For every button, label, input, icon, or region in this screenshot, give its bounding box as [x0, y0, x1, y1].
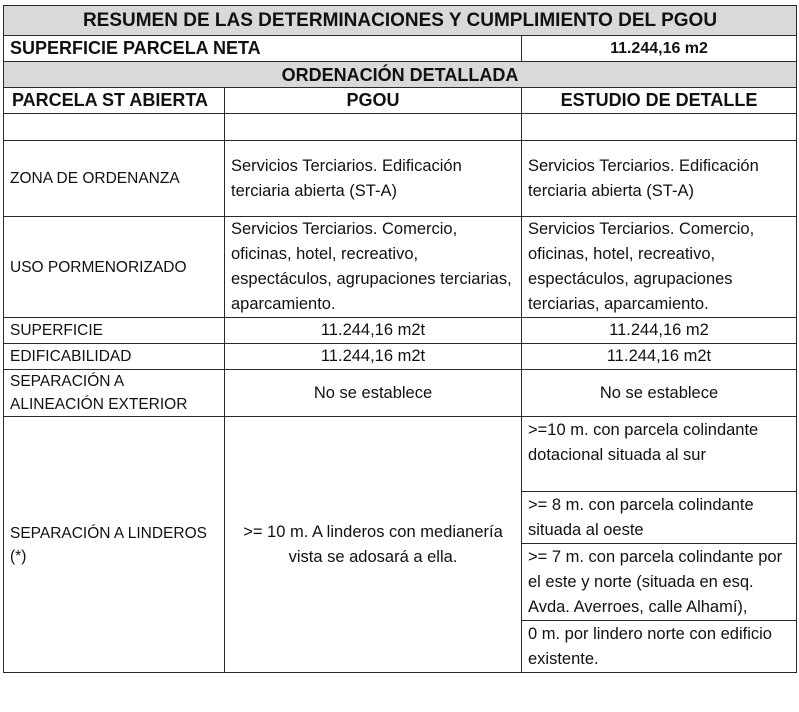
edificabilidad-estudio: 11.244,16 m2t: [522, 344, 797, 370]
uso-pgou: Servicios Terciarios. Comercio, oficinas, hotel, recreativo, espectáculos, agrupaciones terciarias, aparcamiento.: [225, 217, 522, 318]
superficie-neta-label: SUPERFICIE PARCELA NETA: [4, 36, 522, 62]
superficie-pgou: 11.244,16 m2t: [225, 318, 522, 344]
col-header-parcela: PARCELA ST ABIERTA: [4, 88, 225, 114]
edificabilidad-pgou: 11.244,16 m2t: [225, 344, 522, 370]
zona-pgou: Servicios Terciarios. Edificación terciaria abierta (ST-A): [225, 141, 522, 217]
linderos-estudio-oeste: >= 8 m. con parcela colindante situada al oeste: [522, 492, 797, 544]
table-row: [4, 318, 797, 344]
section-row: [4, 62, 797, 88]
linderos-pgou: >= 10 m. A linderos con medianería vista se adosará a ella.: [225, 417, 522, 673]
empty-cell: [225, 114, 522, 141]
col-header-estudio: ESTUDIO DE DETALLE: [522, 88, 797, 114]
table-row: [4, 344, 797, 370]
zona-estudio: Servicios Terciarios. Edificación terciaria abierta (ST-A): [522, 141, 797, 217]
pgou-summary-table: [3, 5, 797, 673]
alineacion-pgou: No se establece: [225, 370, 522, 417]
superficie-neta-row: [4, 36, 797, 62]
table-row: [4, 141, 797, 217]
alineacion-label: SEPARACIÓN A ALINEACIÓN EXTERIOR: [4, 370, 225, 417]
table-row: [4, 417, 797, 492]
edificabilidad-label: EDIFICABILIDAD: [4, 344, 225, 370]
linderos-estudio-norte-edificio: 0 m. por lindero norte con edificio existente.: [522, 621, 797, 673]
table-row: [4, 370, 797, 417]
linderos-estudio-este-norte: >= 7 m. con parcela colindante por el este y norte (situada en esq. Avda. Averroes, calle Alhamí),: [522, 544, 797, 621]
col-header-pgou: PGOU: [225, 88, 522, 114]
section-title: ORDENACIÓN DETALLADA: [4, 62, 797, 88]
superficie-estudio: 11.244,16 m2: [522, 318, 797, 344]
superficie-neta-value: 11.244,16 m2: [522, 36, 797, 62]
uso-label: USO PORMENORIZADO: [4, 217, 225, 318]
empty-row: [4, 114, 797, 141]
alineacion-estudio: No se establece: [522, 370, 797, 417]
superficie-label: SUPERFICIE: [4, 318, 225, 344]
title-row: [4, 6, 797, 36]
zona-label: ZONA DE ORDENANZA: [4, 141, 225, 217]
empty-cell: [522, 114, 797, 141]
empty-cell: [4, 114, 225, 141]
uso-estudio: Servicios Terciarios. Comercio, oficinas, hotel, recreativo, espectáculos, agrupaciones terciarias, aparcamiento.: [522, 217, 797, 318]
table-title: RESUMEN DE LAS DETERMINACIONES Y CUMPLIMIENTO DEL PGOU: [4, 6, 797, 36]
linderos-label: SEPARACIÓN A LINDEROS (*): [4, 417, 225, 673]
table-row: [4, 217, 797, 318]
header-row: [4, 88, 797, 114]
linderos-estudio-sur: >=10 m. con parcela colindante dotacional situada al sur: [522, 417, 797, 492]
